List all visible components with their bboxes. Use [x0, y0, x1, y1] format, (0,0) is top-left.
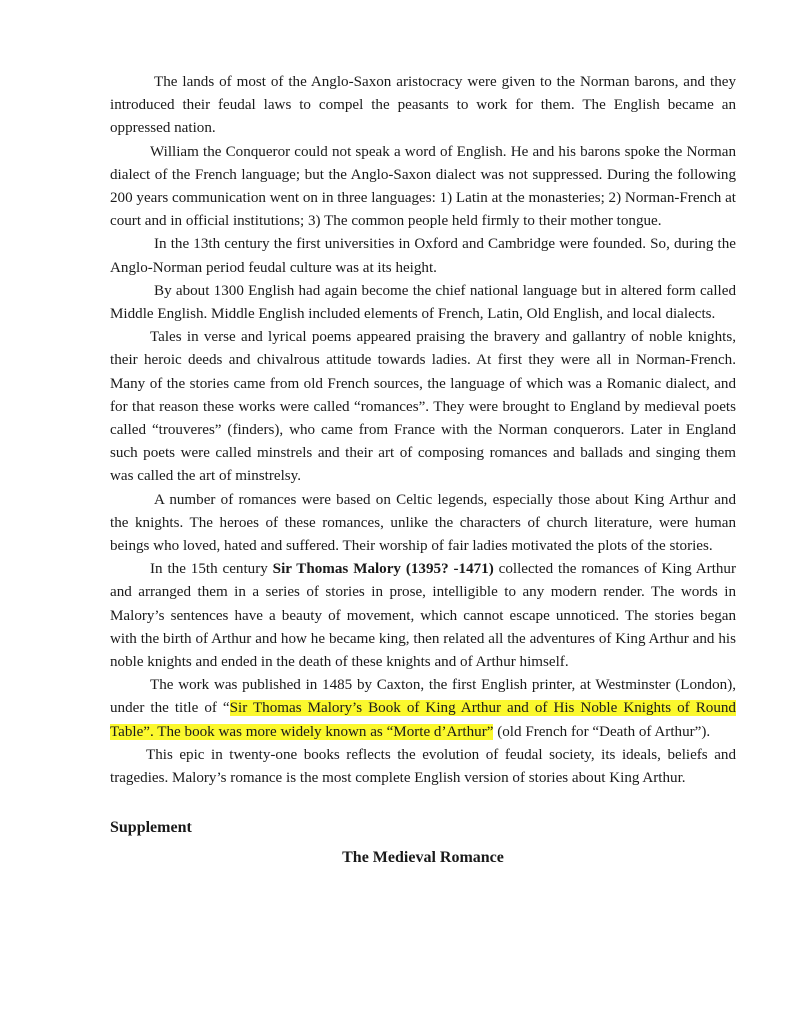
- document-page: [110, 71, 736, 869]
- paragraph-middle-english: By about 1300 English had again become the chief national language but in altered form called Middle English. Middle English included elements of French, Latin, Old English, and local dialects.: [110, 282, 736, 323]
- malory-name-bold: Sir Thomas Malory (1395? -1471): [272, 561, 494, 578]
- paragraph-celtic-legends: A number of romances were based on Celtic legends, especially those about King Arthur and the knights. The heroes of these romances, unlike the characters of church literature, were human beings who loved, hated and suffered. Their worship of fair ladies motivated the plots of the stories.: [110, 491, 736, 555]
- paragraph-malory: [110, 558, 736, 674]
- paragraph-publication: [110, 674, 736, 744]
- supplement-heading: Supplement: [110, 819, 192, 837]
- publication-intro: The work was published in 1485 by Caxton, the first English printer, at Westminster (London), under the title of “: [110, 677, 736, 717]
- paragraph-universities: In the 13th century the first universities in Oxford and Cambridge were founded. So, during the Anglo-Norman period feudal culture was at its height.: [110, 236, 736, 276]
- malory-rest: collected the romances of King Arthur and arranged them in a series of stories in prose, intelligible to any modern render. The words in Malory’s sentences have a beauty of movement, which cannot escape unnoticed. The stories began with the birth of Arthur and how he became king, then related all the adventures of King Arthur and his noble knights and ended in the death of these knights and of Arthur himself.: [110, 561, 737, 671]
- malory-intro: In the 15th century: [150, 561, 273, 578]
- publication-rest: (old French for “Death of Arthur”).: [493, 723, 711, 740]
- paragraph-norman-barons: The lands of most of the Anglo-Saxon aristocracy were given to the Norman barons, and they introduced their feudal laws to compel the peasants to work for them. The English became an oppressed nation.: [110, 74, 736, 137]
- paragraph-william-conqueror: William the Conqueror could not speak a word of English. He and his barons spoke the Norman dialect of the French language; but the Anglo-Saxon dialect was not suppressed. During the following 200 years communication went on in three languages: 1) Latin at the monasteries; 2) Norman-French at court and in official institutions; 3) The common people held firmly to their mother tongue.: [110, 143, 736, 230]
- highlighted-title: Sir Thomas Malory’s Book of King Arthur and of His Noble Knights of Round Table”. The book was more widely known as “Morte d’Arthur”: [110, 700, 736, 740]
- section-title: The Medieval Romance: [342, 848, 504, 866]
- paragraph-epic: This epic in twenty-one books reflects the evolution of feudal society, its ideals, beliefs and tragedies. Malory’s romance is the most complete English version of stories about King Arthur.: [110, 746, 736, 787]
- paragraph-tales-in-verse: Tales in verse and lyrical poems appeared praising the bravery and gallantry of noble knights, their heroic deeds and chivalrous attitude towards ladies. At first they were all in Norman-French. Many of the stories came from old French sources, the language of which was a Romanic dialect, and for that reason these works were called “romances”. They were brought to England by medieval poets called “trouveres” (finders), who came from France with the Norman conquerors. Later in England such poets were called minstrels and their art of composing romances and ballads and singing them was called the art of minstrelsy.: [110, 329, 736, 485]
